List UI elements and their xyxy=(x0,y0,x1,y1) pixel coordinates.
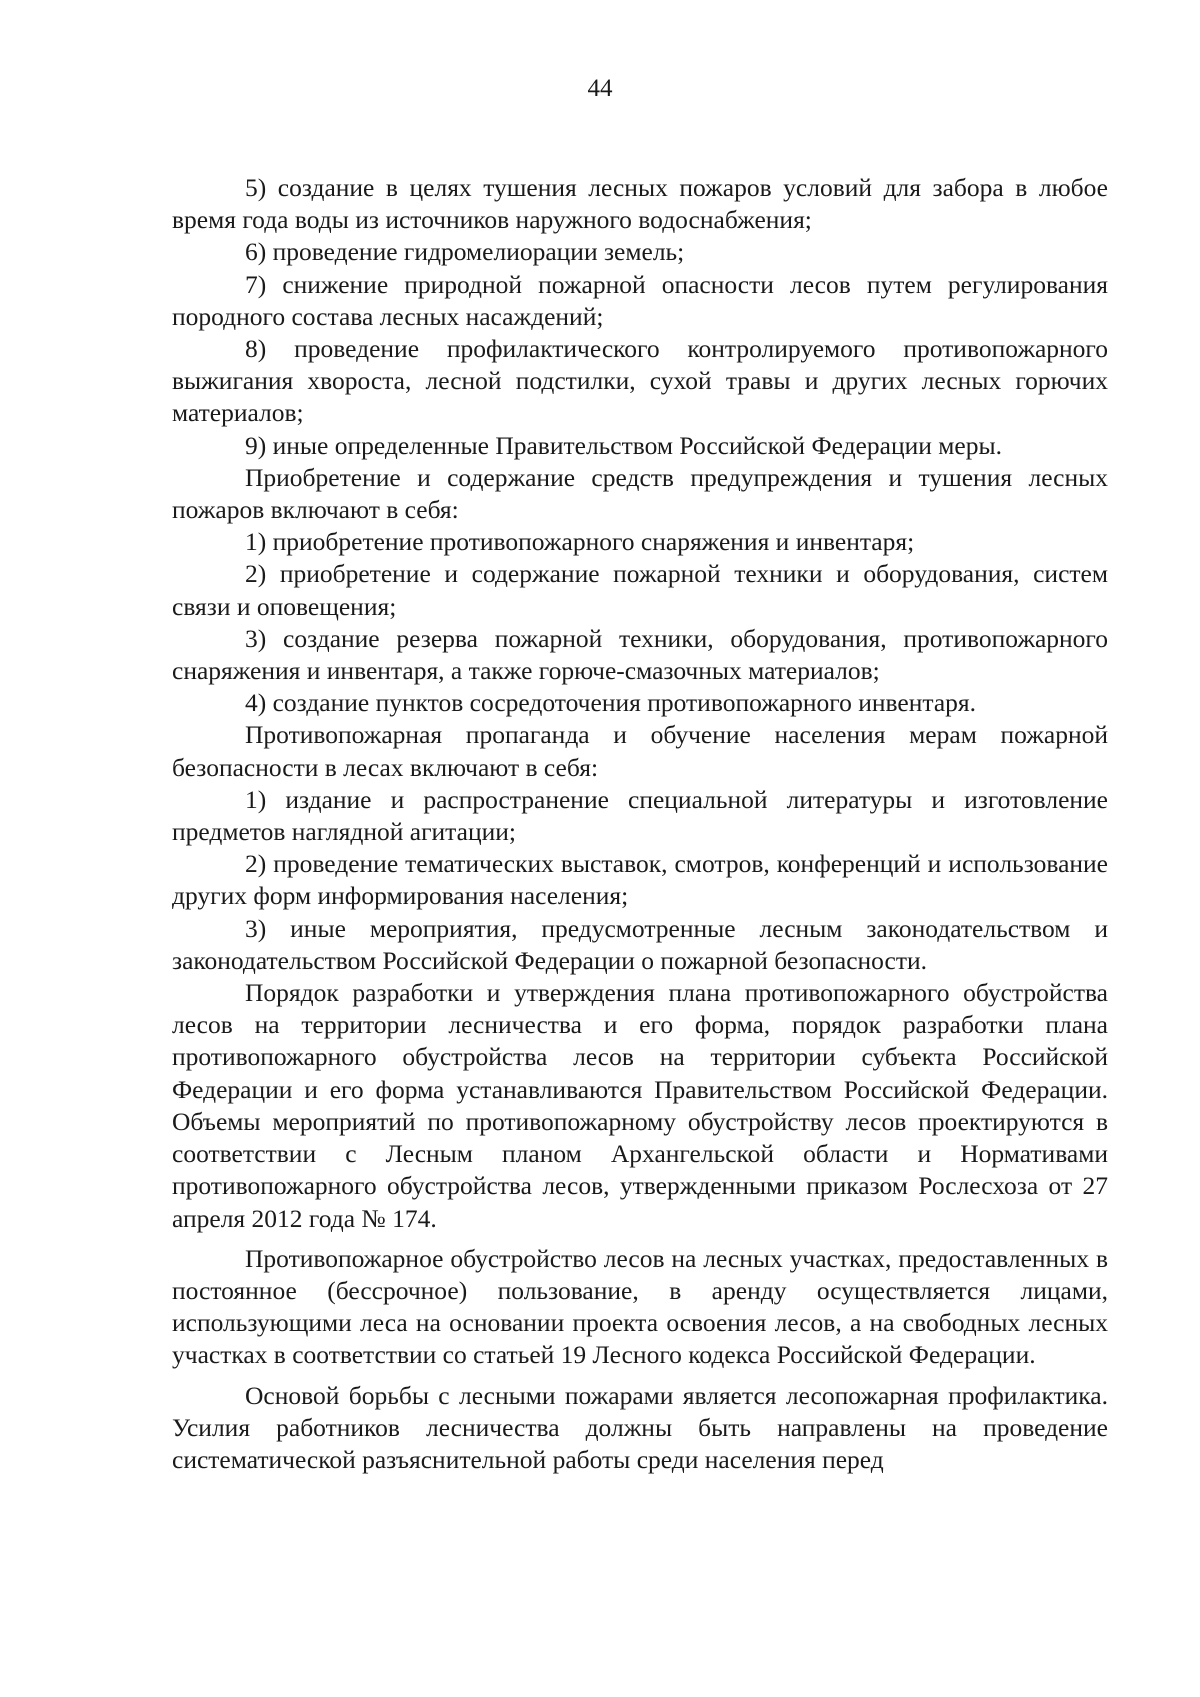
paragraph: 7) снижение природной пожарной опасности лесов путем регулирования породного состава лесных насаждений; xyxy=(172,269,1108,331)
paragraph: 6) проведение гидромелиорации земель; xyxy=(245,237,685,267)
paragraph: 3) создание резерва пожарной техники, оборудования, противопожарного снаряжения и инвентаря, а также горюче-смазочных материалов; xyxy=(172,623,1108,686)
paragraph: 4) создание пунктов сосредоточения противопожарного инвентаря. xyxy=(245,688,977,718)
paragraph: 2) приобретение и содержание пожарной техники и оборудования, систем связи и оповещения; xyxy=(172,559,1108,621)
paragraph: Основой борьбы с лесными пожарами является лесопожарная профилактика. Усилия работников лесничества должны быть направлены на проведение систематической разъяснительной работы среди населения перед xyxy=(172,1380,1108,1474)
paragraph: Противопожарная пропаганда и обучение населения мерам пожарной безопасности в лесах включают в себя: xyxy=(172,720,1108,782)
paragraph: 2) проведение тематических выставок, смотров, конференций и использование других форм информирования населения; xyxy=(172,849,1108,911)
paragraph: 1) издание и распространение специальной литературы и изготовление предметов наглядной агитации; xyxy=(172,784,1108,847)
paragraph: 9) иные определенные Правительством Российской Федерации меры. xyxy=(245,430,1002,460)
paragraph: Противопожарное обустройство лесов на лесных участках, предоставленных в постоянное (бессрочное) пользование, в аренду осуществляется лицами, использующими леса на основании проекта освоения лесов, а на свободных лесных участках в соответствии со статьей 19 Лесного кодекса Российской Федерации. xyxy=(172,1243,1108,1370)
paragraph: 5) создание в целях тушения лесных пожаров условий для забора в любое время года воды из источников наружного водоснабжения; xyxy=(172,173,1108,235)
paragraph: 3) иные мероприятия, предусмотренные лесным законодательством и законодательством Российской Федерации о пожарной безопасности. xyxy=(172,913,1108,975)
paragraph: Приобретение и содержание средств предупреждения и тушения лесных пожаров включают в себя: xyxy=(172,462,1108,525)
paragraph: Порядок разработки и утверждения плана противопожарного обустройства лесов на территории лесничества и его форма, порядок разработки плана противопожарного обустройства лесов на территории субъекта Российской Федерации и его форма устанавливаются Правительством Российской Федерации. Объемы мероприятий по противопожарному обустройству лесов проектируются в соответствии с Лесным планом Архангельской области и Нормативами противопожарного обустройства лесов, утвержденными приказом Рослесхоза от 27 апреля 2012 года № 174. xyxy=(172,978,1108,1233)
paragraph: 8) проведение профилактического контролируемого противопожарного выжигания хвороста, лесной подстилки, сухой травы и других лесных горючих материалов; xyxy=(172,334,1108,428)
document-body xyxy=(172,172,1108,1476)
paragraph: 1) приобретение противопожарного снаряжения и инвентаря; xyxy=(245,527,915,557)
page-number: 44 xyxy=(587,75,613,102)
